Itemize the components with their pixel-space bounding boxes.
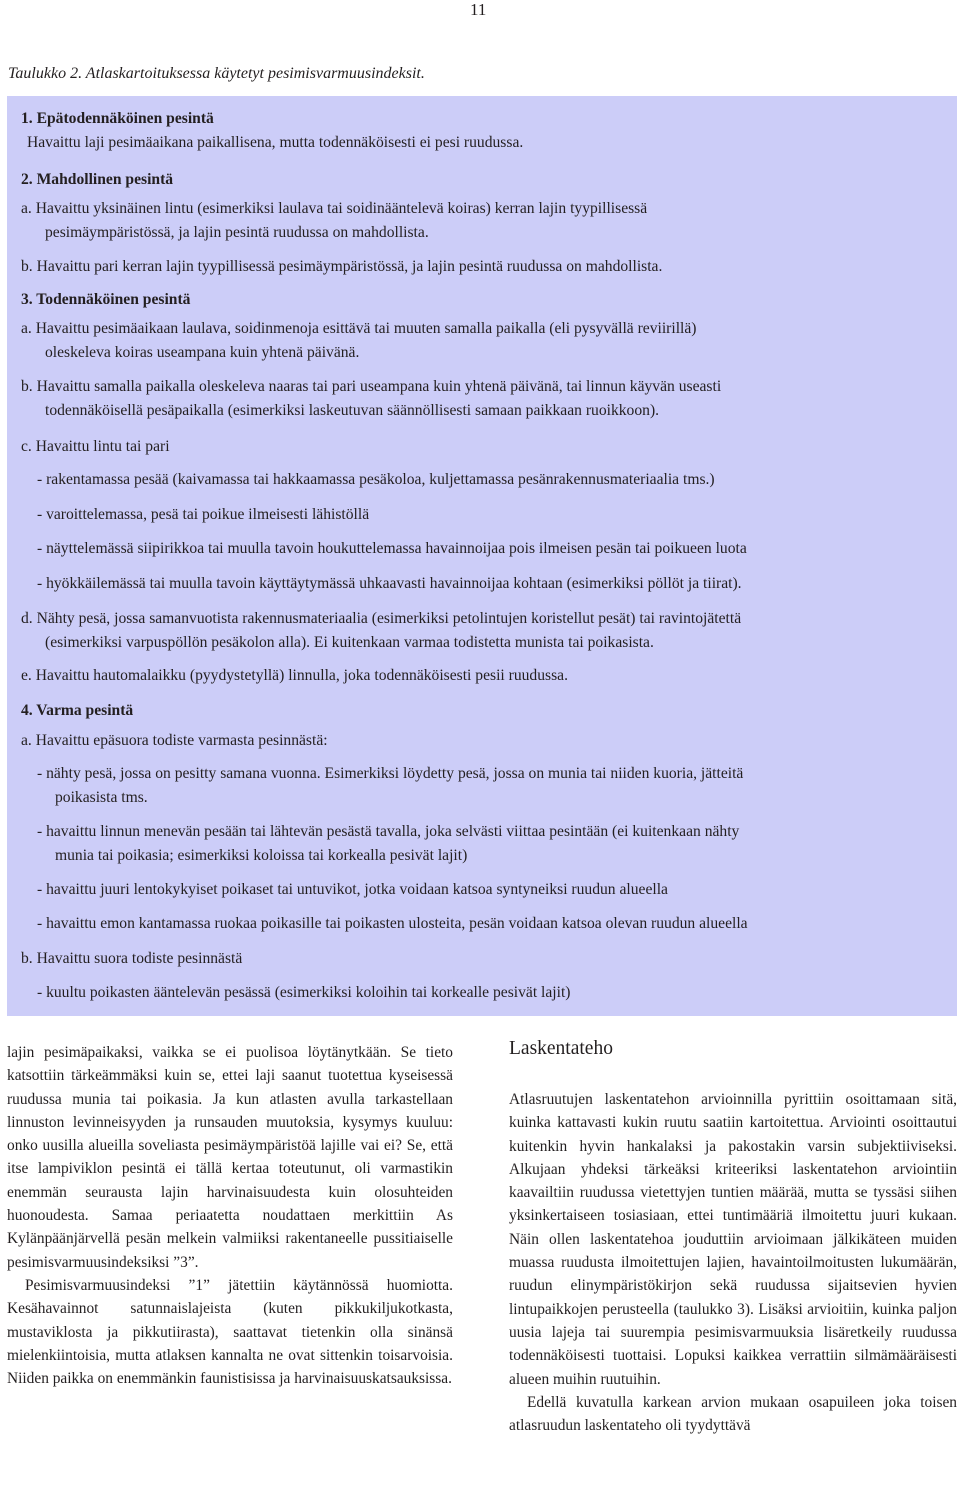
right-paragraph-1: Atlasruutujen laskentatehon arvioinnilla pyrittiin osoittamaan sitä, kuinka kattavasti kukin ruutu saatiin kartoitettua. Arviointi osoittautui kuitenkin hyvin hankalaksi ja pakostakin varsin subjektiiviseksi. Alkujaan yhdeksi tärkeäksi kriteeriksi laskentatehon arviointiin kaavailtiin ruudussa vietettyjen tuntien määrää, mutta se tyssäsi siihen yksinkertaiseen tosiasiaan, ettei tuntimääriä ilmoitettu juuri kukaan. Näin ollen laskentatehoa jouduttiin arvioimaan jälkikäteen muiden muassa ruudusta ilmoitettujen lajien, havaintoilmoitusten lukumäärän, ruudun elinympäristökirjon sekä ruudussa sijaitsevien hyvien lintupaikkojen perusteella (taulukko 3). Lisäksi arvioitiin, kuinka paljon uusia lajeja tai suurempia pesimisvarmuuksia lisäretkeily ruudussa todennäköisesti tuottaisi. Lopuksi kaikkea verrattiin silmämääräisesti alueen muihin ruutuihin.: [509, 1091, 957, 1388]
category-3c: c. Havaittu lintu tai pari: [21, 438, 170, 455]
breeding-index-table: [7, 96, 957, 1016]
category-3a-line-2: oleskeleva koiras useampana kuin yhtenä päivänä.: [45, 344, 360, 361]
category-3d-line-2: (esimerkiksi varpuspöllön pesäkolon alla). Ei kuitenkaan varmaa todistetta munista tai poikasista.: [45, 634, 654, 651]
category-3b-line-2: todennäköisellä pesäpaikalla (esimerkiksi laskeutuvan säännöllisesti samaan paikkaan ruoikkoon).: [45, 402, 660, 419]
category-2-heading: 2. Mahdollinen pesintä: [21, 171, 174, 188]
left-paragraph-1: lajin pesimäpaikaksi, vaikka se ei puolisoa löytänytkään. Se tieto katsottiin tärkeämmäksi kuin se, ettei laji saanut tuotettua kyseisessä ruudussa munia tai poikasia. Ja kun atlasten avulla tarkastellaan linnuston levinneisyyden ja runsauden muutoksia, kysymys kuuluu: onko uusilla alueilla soveliasta pesimäympäristöä lajille vai ei? Se, että itse lampiviklon pesintä ei tällä kertaa toteutunut, oli varmastikin enemmän seurausta lajin harvinaisuudesta kuin olosuhteiden huonoudesta. Samaa periaatetta noudattaen merkittiin As Kylänpäänjärvellä pesän melkein valmiiksi rakentaneelle pussitiaiselle pesimisvarmuusindeksiksi ”3”.: [7, 1044, 453, 1271]
category-4a: a. Havaittu epäsuora todiste varmasta pesinnästä:: [21, 732, 328, 749]
category-4a-item-3: - havaittu juuri lentokykyiset poikaset tai untuvikot, jotka voidaan katsoa syntyneiksi ruudun alueella: [37, 881, 668, 898]
category-4a-item-2-line-1: - havaittu linnun menevän pesään tai lähtevän pesästä tavalla, joka selvästi viittaa pesintään (ei kuitenkaan nähty: [37, 823, 740, 840]
category-3c-item-2: - varoittelemassa, pesä tai poikue ilmeisesti lähistöllä: [37, 506, 370, 523]
category-3c-item-4: - hyökkäilemässä tai muulla tavoin käyttäytymässä uhkaavasti havainnoijaa kohtaan (esimerkiksi pöllöt ja tiirat).: [37, 575, 742, 592]
category-4a-item-2-line-2: munia tai poikasia; esimerkiksi koloissa tai korkealla pesivät lajit): [55, 847, 468, 864]
category-4a-item-4: - havaittu emon kantamassa ruokaa poikasille tai poikasten ulosteita, pesän voidaan katsoa olevan ruudun alueella: [37, 915, 748, 932]
category-3a-line-1: a. Havaittu pesimäaikaan laulava, soidinmenoja esittävä tai muuten samalla paikalla (eli pysyvällä reviirillä): [21, 320, 697, 337]
left-paragraph-2: Pesimisvarmuusindeksi ”1” jätettiin käytännössä huomiotta. Kesähavainnot satunnaislajeista (kuten pikkukiljukotkasta, mustaviklosta ja pikkutiirasta), saattavat tietenkin olla sinänsä mielenkiintoisia, mutta atlaksen kannalta ne ovat sittenkin toisarvoisia. Niiden paikka on enemmänkin faunistisissa ja harvinaisuuskatsauksissa.: [7, 1276, 453, 1388]
category-1-text: Havaittu laji pesimäaikana paikallisena, mutta todennäköisesti ei pesi ruudussa.: [27, 134, 524, 151]
right-column: [509, 1088, 957, 1437]
category-3-heading: 3. Todennäköinen pesintä: [21, 291, 191, 308]
category-3e: e. Havaittu hautomalaikku (pyydystetyllä) linnulla, joka todennäköisesti pesii ruudussa.: [21, 667, 568, 684]
category-4b-item-1: - kuultu poikasten ääntelevän pesässä (esimerkiksi koloihin tai korkealle pesivät lajit): [37, 984, 571, 1001]
category-2b: b. Havaittu pari kerran lajin tyypillisessä pesimäympäristössä, ja lajin pesintä ruudussa on mahdollista.: [21, 258, 663, 275]
category-2a-line-2: pesimäympäristössä, ja lajin pesintä ruudussa on mahdollista.: [45, 224, 429, 241]
section-heading: Laskentateho: [509, 1038, 613, 1059]
category-4b: b. Havaittu suora todiste pesinnästä: [21, 950, 243, 967]
category-4a-item-1-line-2: poikasista tms.: [55, 789, 148, 806]
category-3d-line-1: d. Nähty pesä, jossa samanvuotista rakennusmateriaalia (esimerkiksi petolintujen koristellut pesät) tai ravintojätettä: [21, 610, 742, 627]
category-4a-item-1-line-1: - nähty pesä, jossa on pesitty samana vuonna. Esimerkiksi löydetty pesä, jossa on munia tai niiden kuoria, jätteitä: [37, 765, 744, 782]
category-2a-line-1: a. Havaittu yksinäinen lintu (esimerkiksi laulava tai soidinääntelevä koiras) kerran lajin tyypillisessä: [21, 200, 648, 217]
category-3b-line-1: b. Havaittu samalla paikalla oleskeleva naaras tai pari useampana kuin yhtenä päivänä, tai linnun käyvän useasti: [21, 378, 722, 395]
right-paragraph-2: Edellä kuvatulla karkean arvion mukaan osapuileen joka toisen atlasruudun laskentateho oli tyydyttävä: [509, 1393, 957, 1435]
left-column: [7, 1041, 453, 1390]
category-3c-item-1: - rakentamassa pesää (kaivamassa tai hakkaamassa pesäkoloa, kuljettamassa pesänrakennusmateriaalia tms.): [37, 471, 715, 488]
table-caption: Taulukko 2. Atlaskartoituksessa käytetyt pesimisvarmuusindeksit.: [8, 65, 425, 82]
category-1-heading: 1. Epätodennäköinen pesintä: [21, 110, 214, 127]
category-4-heading: 4. Varma pesintä: [21, 702, 134, 719]
page-number: 11: [470, 0, 487, 19]
category-3c-item-3: - näyttelemässä siipirikkoa tai muulla tavoin houkuttelemassa havainnoijaa pois ilmeisen pesän tai poikueen luota: [37, 540, 747, 557]
